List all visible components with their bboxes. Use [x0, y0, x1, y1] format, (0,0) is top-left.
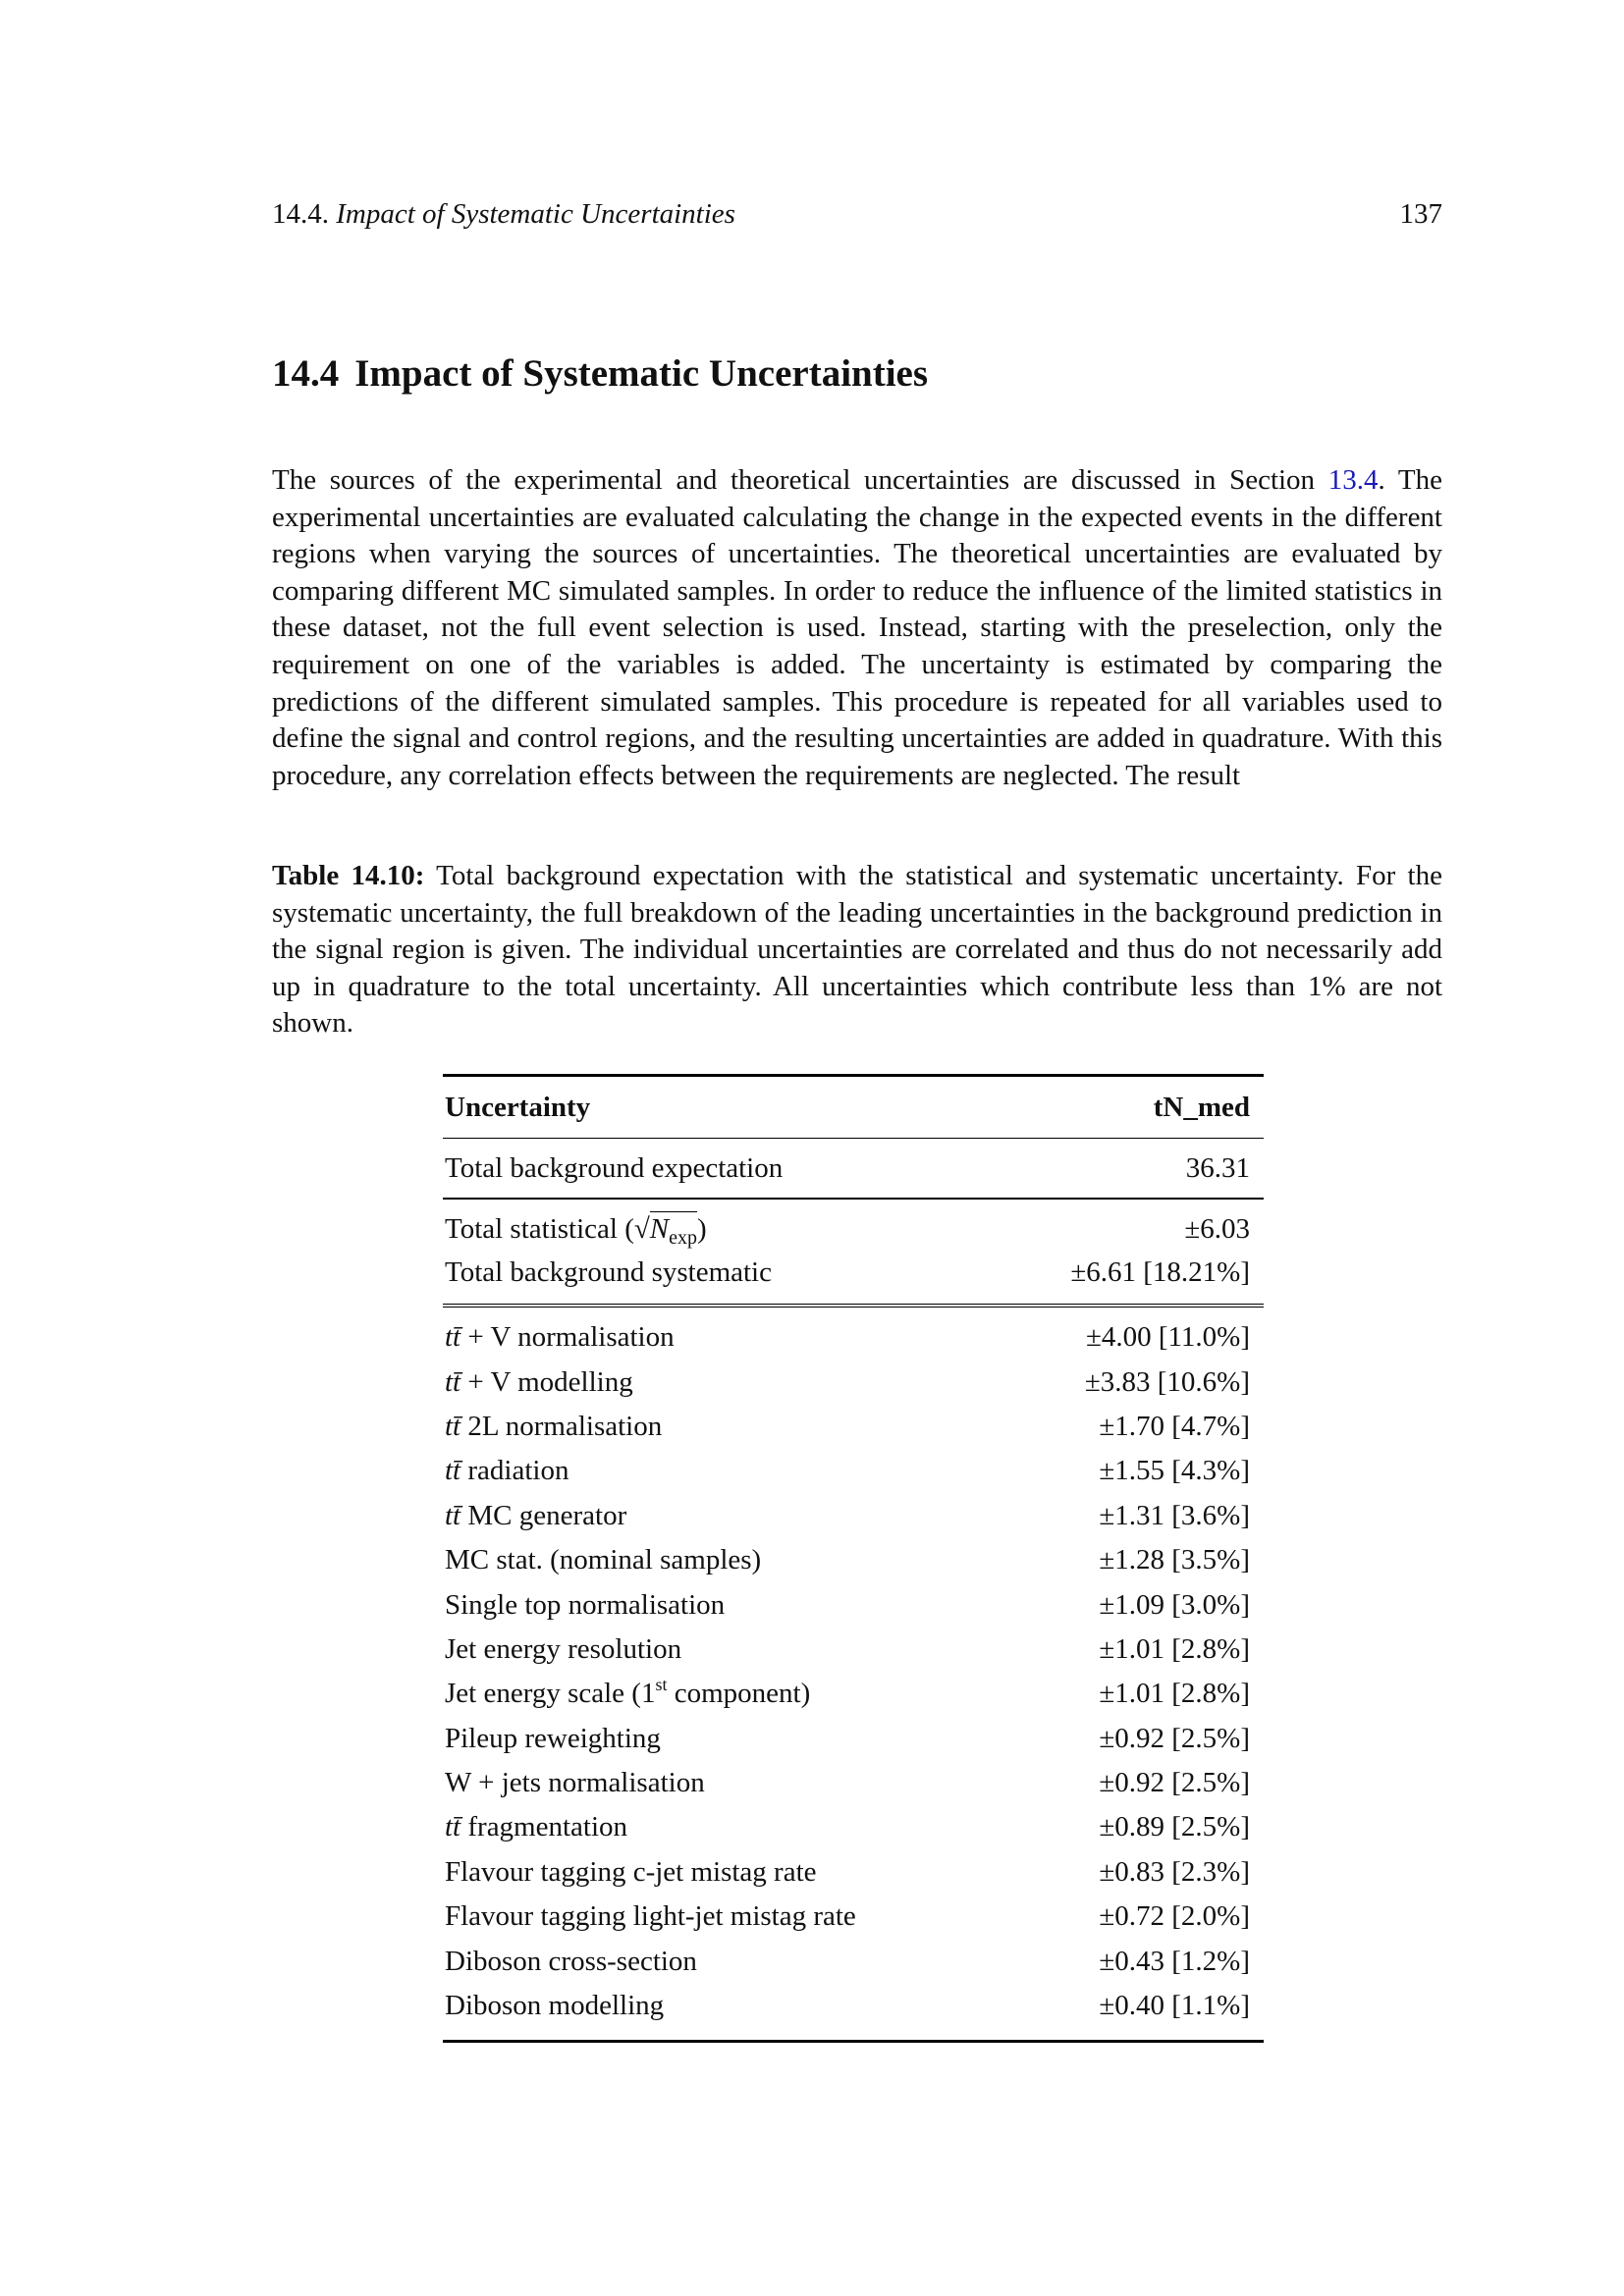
row-label: Total background systematic: [445, 1255, 772, 1288]
ttbar-symbol: tt̄: [445, 1365, 461, 1398]
row-label: [443, 1449, 1002, 1493]
label-text: Total statistical (: [445, 1212, 634, 1245]
caption-label: Table 14.10:: [272, 860, 425, 891]
row-label: MC stat. (nominal samples): [445, 1544, 762, 1576]
table-row: [443, 1761, 1264, 1805]
ttbar-symbol: tt̄: [445, 1321, 461, 1354]
section-title: Impact of Systematic Uncertainties: [354, 352, 929, 395]
row-label: [443, 1494, 1002, 1538]
row-value: ±0.89 [2.5%]: [1099, 1811, 1250, 1843]
math-var: N: [649, 1212, 670, 1245]
table-row: [443, 1628, 1264, 1672]
row-label: Single top normalisation: [445, 1588, 726, 1621]
label-text: + V normalisation: [460, 1321, 675, 1354]
table-row-expectation: [443, 1139, 1264, 1200]
row-value: ±1.09 [3.0%]: [1099, 1588, 1250, 1621]
table-row: [443, 1984, 1264, 2042]
running-head-title: [272, 198, 735, 231]
row-label: [443, 1405, 1002, 1449]
section-number: 14.4: [272, 352, 340, 395]
table-row: [443, 1360, 1264, 1404]
label-text: MC generator: [460, 1499, 627, 1531]
row-value: ±0.43 [1.2%]: [1099, 1945, 1250, 1977]
table-row-systematic: [443, 1251, 1264, 1306]
row-value: ±3.83 [10.6%]: [1084, 1365, 1250, 1398]
row-label: Flavour tagging c-jet mistag rate: [445, 1855, 817, 1888]
table-header-row: [443, 1076, 1264, 1139]
row-value: ±0.92 [2.5%]: [1099, 1767, 1250, 1799]
section-reference-link[interactable]: 13.4: [1327, 464, 1379, 496]
caption-text: Total background expectation with the statistical and systematic uncertainty. For the systematic uncertainty, the full breakdown of the leading uncertainties in the background prediction in the signal region is given. The individual uncertainties are correlated and thus do not necessarily add up in quadrature to the total uncertainty. All uncertainties which contribute less than 1% are not shown.: [272, 860, 1442, 1040]
table-row: [443, 1405, 1264, 1449]
label-text: fragmentation: [460, 1811, 628, 1843]
running-head: [272, 198, 1442, 231]
row-value: ±1.55 [4.3%]: [1099, 1455, 1250, 1487]
running-head-section-title: Impact of Systematic Uncertainties: [336, 198, 735, 230]
header-region: tN_med: [1153, 1091, 1250, 1123]
table-row: [443, 1850, 1264, 1895]
row-label: W + jets normalisation: [445, 1767, 705, 1799]
row-label: Jet energy resolution: [445, 1632, 682, 1665]
ordinal-superscript: st: [655, 1675, 668, 1695]
table-row: [443, 1672, 1264, 1716]
label-text: ): [697, 1212, 707, 1245]
table-caption: [272, 858, 1442, 1042]
page-number: 137: [1399, 198, 1442, 230]
label-text: component): [667, 1678, 811, 1710]
table-row-statistical: [443, 1199, 1264, 1251]
row-value: ±1.01 [2.8%]: [1099, 1632, 1250, 1665]
row-value: ±0.92 [2.5%]: [1099, 1722, 1250, 1754]
row-value: ±1.70 [4.7%]: [1099, 1410, 1250, 1442]
label-text: Jet energy scale (1: [445, 1678, 656, 1710]
ttbar-symbol: tt̄: [445, 1499, 461, 1531]
paragraph-text: . The experimental uncertainties are evaluated calculating the change in the expected events in the different regions when varying the sources of uncertainties. The theoretical uncertainties are evaluated by comparing different MC simulated samples. In order to reduce the influence of the limited statistics in these dataset, not the full event selection is used. Instead, starting with the preselection, only the requirement on one of the variables is added. The uncertainty is estimated by comparing the predictions of the different simulated samples. This procedure is repeated for all variables used to define the signal and control regions, and the resulting uncertainties are added in quadrature. With this procedure, any correlation effects between the requirements are neglected. The result: [272, 464, 1442, 791]
row-value: ±4.00 [11.0%]: [1085, 1321, 1250, 1354]
header-uncertainty: Uncertainty: [445, 1091, 591, 1123]
label-text: + V modelling: [460, 1365, 633, 1398]
sqrt-symbol: $√N_{exp}$: [633, 1212, 698, 1249]
table-row: [443, 1895, 1264, 1939]
row-value: ±0.83 [2.3%]: [1099, 1855, 1250, 1888]
table-row: [443, 1306, 1264, 1360]
label-text: radiation: [460, 1455, 569, 1487]
row-label: [443, 1805, 1002, 1849]
row-label: Pileup reweighting: [445, 1722, 661, 1754]
table-row: [443, 1805, 1264, 1849]
table-row: [443, 1939, 1264, 1983]
math-sub: exp: [669, 1226, 698, 1249]
table-row: [443, 1494, 1264, 1538]
row-label: [443, 1672, 1002, 1716]
paragraph-text: The sources of the experimental and theoretical uncertainties are discussed in Section: [272, 464, 1328, 496]
row-label: [443, 1306, 1002, 1360]
row-value: ±6.03: [1184, 1212, 1250, 1245]
running-head-section-number: 14.4.: [272, 198, 329, 230]
row-value: ±6.61 [18.21%]: [1070, 1255, 1250, 1288]
row-label: Flavour tagging light-jet mistag rate: [445, 1900, 856, 1933]
table-row: [443, 1582, 1264, 1627]
body-paragraph: [272, 462, 1442, 794]
row-value: 36.31: [1185, 1151, 1250, 1184]
section-heading: [272, 351, 928, 396]
row-value: ±1.31 [3.6%]: [1099, 1499, 1250, 1531]
row-value: ±0.40 [1.1%]: [1099, 1990, 1250, 2022]
table-row: [443, 1538, 1264, 1582]
row-value: ±1.01 [2.8%]: [1099, 1678, 1250, 1710]
uncertainty-table: [443, 1074, 1264, 2043]
table-row: [443, 1717, 1264, 1761]
row-label: Diboson modelling: [445, 1990, 665, 2022]
row-label: Diboson cross-section: [445, 1945, 697, 1977]
row-value: ±1.28 [3.5%]: [1099, 1544, 1250, 1576]
row-label: [443, 1199, 1002, 1251]
ttbar-symbol: tt̄: [445, 1811, 461, 1843]
label-text: 2L normalisation: [460, 1410, 663, 1442]
ttbar-symbol: tt̄: [445, 1455, 461, 1487]
row-label: [443, 1360, 1002, 1404]
row-value: ±0.72 [2.0%]: [1099, 1900, 1250, 1933]
table-row: [443, 1449, 1264, 1493]
ttbar-symbol: tt̄: [445, 1410, 461, 1442]
row-label: Total background expectation: [445, 1151, 784, 1184]
